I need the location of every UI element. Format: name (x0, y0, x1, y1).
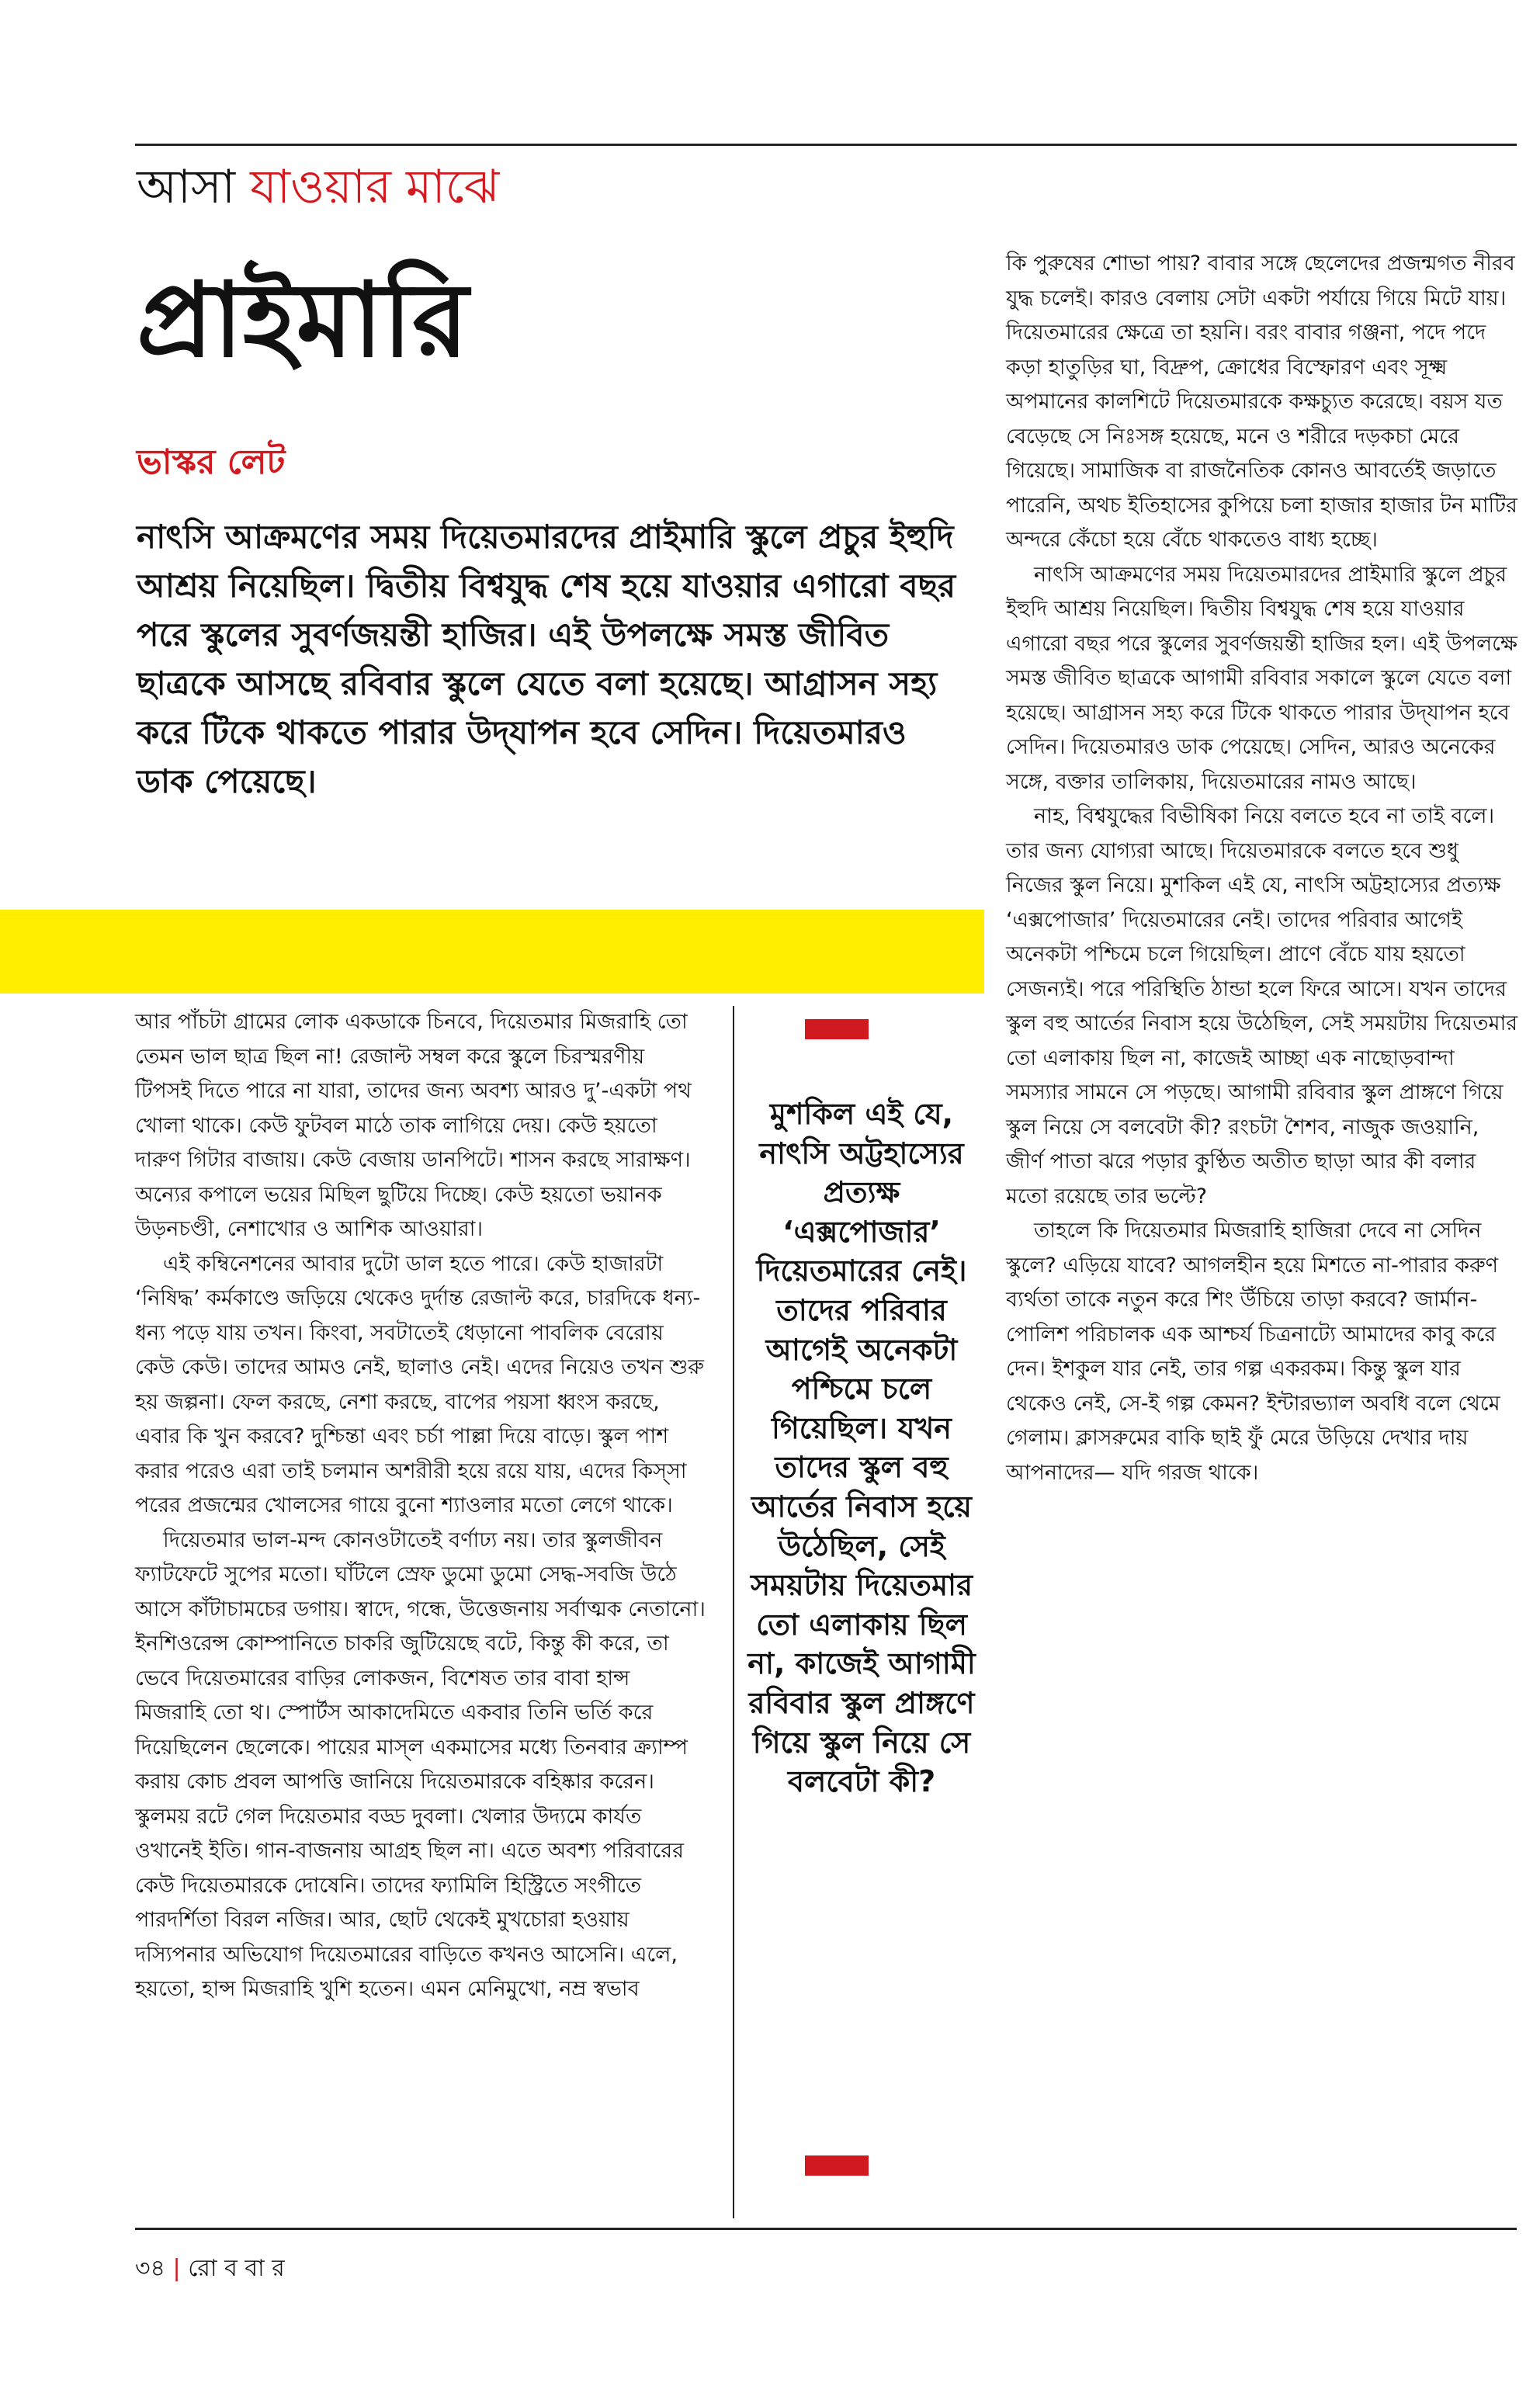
yellow-highlight-band (0, 910, 984, 994)
pull-quote-top-bar (805, 1019, 869, 1039)
right-paragraph-3: নাহ, বিশ্বযুদ্ধের বিভীষিকা নিয়ে বলতে হবে না তাই বলে। তার জন্য যোগ্যরা আছে। দিয়েতমারকে বলতে হবে শুধু নিজের স্কুল নিয়ে। মুশকিল এই যে, নাৎসি অট্টহাস্যের প্রত্যক্ষ ‘এক্সপোজার’ দিয়েতমারের নেই। তাদের পরিবার আগেই অনেকটা পশ্চিমে চলে গিয়েছিল। প্রাণে বেঁচে যায় হয়তো সেজন্যই। পরে পরিস্থিতি ঠান্ডা হলে ফিরে আসে। যখন তাদের স্কুল বহু আর্তের নিবাস হয়ে উঠেছিল, সেই সময়টায় দিয়েতমার তো এলাকায় ছিল না, কাজেই আচ্ছা এক নাছোড়বান্দা সমস্যার সামনে সে পড়ছে। আগামী রবিবার স্কুল প্রাঙ্গণে গিয়ে স্কুল নিয়ে সে বলবেটা কী? রংচটা শৈশব, নাজুক জওয়ানি, জীর্ণ পাতা ঝরে পড়ার কুণ্ঠিত অতীত ছাড়া আর কী বলার মতো রয়েছে তার ভল্টে? (1006, 804, 1518, 1209)
right-paragraph-4: তাহলে কি দিয়েতমার মিজরাহি হাজিরা দেবে না সেদিন স্কুলে? এড়িয়ে যাবে? আগলহীন হয়ে মিশতে না-পারার করুণ ব্যর্থতা তাকে নতুন করে শিং উঁচিয়ে তাড়া করবে? জার্মান-পোলিশ পরিচালক এক আশ্চর্য চিত্রনাট্যে আমাদের কাবু করে দেন। ইশকুল যার নেই, তার গল্প একরকম। কিন্তু স্কুল যার থেকেও নেই, সে-ই গল্প কেমন? ইন্টারভ্যাল অবধি বলে থেমে গেলাম। ক্লাসরুমের বাকি ছাই ফুঁ মেরে উড়িয়ে দেখার দায় আপনাদের— যদি গরজ থাকে। (1006, 1219, 1500, 1485)
pull-quote-bottom-bar (805, 2155, 869, 2176)
column-divider (733, 1006, 734, 2218)
pull-quote: মুশকিল এই যে, নাৎসি অট্টহাস্যের প্রত্যক্ষ ‘এক্সপোজার’ দিয়েতমারের নেই। তাদের পরিবার আগেই অনেকটা পশ্চিমে চলে গিয়েছিল। যখন তাদের স্কুল বহু আর্তের নিবাস হয়ে উঠেছিল, সেই সময়টায় দিয়েতমার তো এলাকায় ছিল না, কাজেই আগামী রবিবার স্কুল প্রাঙ্গণে গিয়ে স্কুল নিয়ে সে বলবেটা কী? (747, 1097, 976, 1799)
section-kicker (137, 161, 499, 213)
right-paragraph-2: নাৎসি আক্রমণের সময় দিয়েতমারদের প্রাইমারি স্কুলে প্রচুর ইহুদি আশ্রয় নিয়েছিল। দ্বিতীয় বিশ্বযুদ্ধ শেষ হয়ে যাওয়ার এগারো বছর পরে স্কুলের সুবর্ণজয়ন্তী হাজির হল। এই উপলক্ষে সমস্ত জীবিত ছাত্রকে আগামী রবিবার সকালে স্কুলে যেতে বলা হয়েছে। আগ্রাসন সহ্য করে টিকে থাকতে পারার উদ্‌যাপন হবে সেদিন। দিয়েতমারও ডাক পেয়েছে। সেদিন, আরও অনেকের সঙ্গে, বক্তার তালিকায়, দিয়েতমারের নামও আছে। (1006, 562, 1517, 794)
kicker-red: যাওয়ার মাঝে (250, 160, 500, 214)
left-paragraph-3: দিয়েতমার ভাল-মন্দ কোনওটাতেই বর্ণাঢ্য নয়। তার স্কুলজীবন ফ্যাটফেটে সুপের মতো। ঘাঁটলে স্রেফ ডুমো ডুমো সেদ্ধ-সবজি উঠে আসে কাঁটাচামচের ডগায়। স্বাদে, গন্ধে, উত্তেজনায় সর্বাত্মক নেতানো। ইনশিওরেন্স কোম্পানিতে চাকরি জুটিয়েছে বটে, কিন্তু কী করে, তা ভেবে দিয়েতমারের বাড়ির লোকজন, বিশেষত তার বাবা হান্স মিজরাহি তো থ। স্পোর্টস আকাদেমিতে একবার তিনি ভর্তি করে দিয়েছিলেন ছেলেকে। পায়ের মাস্‌ল একমাসের মধ্যে তিনবার ক্র্যাম্প করায় কোচ প্রবল আপত্তি জানিয়ে দিয়েতমারকে বহিষ্কার করেন। স্কুলময় রটে গেল দিয়েতমার বড্ড দুবলা। খেলার উদ্যমে কার্যত ওখানেই ইতি। গান-বাজনায় আগ্রহ ছিল না। এতে অবশ্য পরিবারের কেউ দিয়েতমারকে দোষেনি। তাদের ফ্যামিলি হিস্ট্রিতে সংগীতে পারদর্শিতা বিরল নজির। আর, ছোট থেকেই মুখচোরা হওয়ায় দস্যিপনার অভিযোগ দিয়েতমারের বাড়িতে কখনও আসেনি। এলে, হয়তো, হান্স মিজরাহি খুশি হতেন। এমন মেনিমুখো, নম্র স্বভাব (135, 1528, 706, 2001)
right-column (1006, 247, 1518, 1490)
author-byline: ভাস্কর লেট (137, 442, 286, 482)
left-paragraph-2: এই কম্বিনেশনের আবার দুটো ডাল হতে পারে। কেউ হাজারটা ‘নিষিদ্ধ’ কর্মকাণ্ডে জড়িয়ে থেকেও দুর্দান্ত রেজাল্ট করে, চারদিকে ধন্য-ধন্য পড়ে যায় তখন। কিংবা, সবটাতেই ধেড়ানো পাবলিক বেরোয় কেউ কেউ। তাদের আমও নেই, ছালাও নেই। এদের নিয়েও তখন শুরু হয় জল্পনা। ফেল করছে, নেশা করছে, বাপের পয়সা ধ্বংস করছে, এবার কি খুন করবে? দুশ্চিন্তা এবং চর্চা পাল্লা দিয়ে বাড়ে। স্কুল পাশ করার পরেও এরা তাই চলমান অশরীরী হয়ে রয়ে যায়, এদের কিস্সা পরের প্রজন্মের খোলসের গায়ে বুনো শ্যাওলার মতো লেগে থাকে। (135, 1251, 704, 1517)
footer-separator: | (172, 2255, 181, 2282)
bottom-rule (135, 2228, 1517, 2230)
left-column (135, 1005, 706, 2007)
magazine-name: রো ব বা র (188, 2255, 285, 2282)
right-paragraph-1: কি পুরুষের শোভা পায়? বাবার সঙ্গে ছেলেদের প্রজন্মগত নীরব যুদ্ধ চলেই। কারও বেলায় সেটা একটা পর্যায়ে গিয়ে মিটে যায়। দিয়েতমারের ক্ষেত্রে তা হয়নি। বরং বাবার গঞ্জনা, পদে পদে কড়া হাতুড়ির ঘা, বিদ্রুপ, ক্রোধের বিস্ফোরণ এবং সূক্ষ্ম অপমানের কালশিটে দিয়েতমারকে কক্ষচ্যুত করেছে। বয়স যত বেড়েছে সে নিঃসঙ্গ হয়েছে, মনে ও শরীরে দড়কচা মেরে গিয়েছে। সামাজিক বা রাজনৈতিক কোনও আবর্তেই জড়াতে পারেনি, অথচ ইতিহাসের কুপিয়ে চলা হাজার হাজার টন মাটির অন্দরে কেঁচো হয়ে বেঁচে থাকতেও বাধ্য হচ্ছে। (1006, 251, 1517, 552)
kicker-black: আসা (137, 160, 236, 214)
article-title: প্রাইমারি (137, 260, 469, 380)
page-number: ৩৪ (135, 2255, 165, 2282)
left-paragraph-1: আর পাঁচটা গ্রামের লোক একডাকে চিনবে, দিয়েতমার মিজরাহি তো তেমন ভাল ছাত্র ছিল না! রেজাল্ট সম্বল করে স্কুলে চিরস্মরণীয় টিপসই দিতে পারে না যারা, তাদের জন্য অবশ্য আরও দু’-একটা পথ খোলা থাকে। কেউ ফুটবল মাঠে তাক লাগিয়ে দেয়। কেউ হয়তো দারুণ গিটার বাজায়। কেউ বেজায় ডানপিটে। শাসন করছে সারাক্ষণ। অন্যের কপালে ভয়ের মিছিল ছুটিয়ে দিচ্ছে। কেউ হয়তো ভয়ানক উড়নচণ্ডী, নেশাখোর ও আশিক আওয়ারা। (135, 1010, 692, 1241)
top-rule (135, 144, 1517, 146)
lead-paragraph: নাৎসি আক্রমণের সময় দিয়েতমারদের প্রাইমারি স্কুলে প্রচুর ইহুদি আশ্রয় নিয়েছিল। দ্বিতীয় বিশ্বযুদ্ধ শেষ হয়ে যাওয়ার এগারো বছর পরে স্কুলের সুবর্ণজয়ন্তী হাজির। এই উপলক্ষে সমস্ত জীবিত ছাত্রকে আসছে রবিবার স্কুলে যেতে বলা হয়েছে। আগ্রাসন সহ্য করে টিকে থাকতে পারার উদ্‌যাপন হবে সেদিন। দিয়েতমারও ডাক পেয়েছে। (137, 518, 956, 800)
page-footer (135, 2249, 285, 2289)
